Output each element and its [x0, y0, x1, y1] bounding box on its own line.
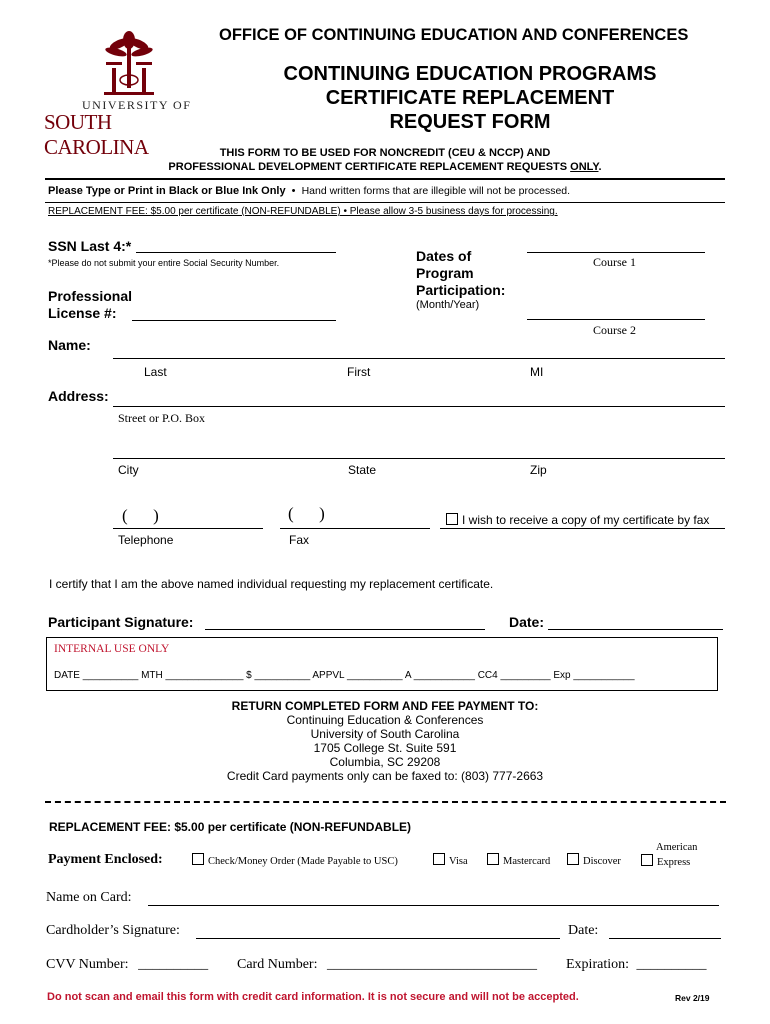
- visa-label: Visa: [449, 856, 468, 867]
- logo-university-of: UNIVERSITY OF: [82, 98, 192, 112]
- name-label: Name:: [48, 337, 91, 353]
- course-2-label: Course 2: [593, 323, 636, 337]
- discover-checkbox[interactable]: [567, 853, 579, 865]
- form-usage-note: [60, 146, 710, 174]
- course-2-field[interactable]: [527, 319, 705, 320]
- usage-note-period: .: [598, 161, 602, 173]
- license-field[interactable]: [132, 320, 336, 321]
- return-line-1: Continuing Education & Conferences: [286, 713, 484, 727]
- cardholder-signature-field[interactable]: [196, 938, 560, 939]
- internal-use-box: [46, 637, 718, 691]
- payment-option-check[interactable]: [192, 853, 398, 867]
- usage-note-line-1: THIS FORM TO BE USED FOR NONCREDIT (CEU & NCCP) AND: [219, 147, 551, 159]
- header-divider: [45, 178, 725, 180]
- expiration-field[interactable]: __________: [636, 957, 707, 972]
- street-field[interactable]: [113, 406, 725, 407]
- cvv-label: CVV Number:: [46, 957, 129, 972]
- dates-label: [416, 248, 505, 299]
- ssn-label: SSN Last 4:*: [48, 238, 132, 254]
- form-title-line-2: CERTIFICATE REPLACEMENT: [325, 87, 615, 109]
- security-warning: Do not scan and email this form with credit card information. It is not secure and will not be accepted.: [47, 991, 579, 1003]
- mastercard-label: Mastercard: [503, 856, 551, 867]
- card-date-field[interactable]: [609, 938, 721, 939]
- discover-label: Discover: [583, 856, 621, 867]
- mastercard-checkbox[interactable]: [487, 853, 499, 865]
- ssn-field[interactable]: [136, 252, 336, 253]
- course-1-field[interactable]: [527, 252, 705, 253]
- payment-enclosed-label: Payment Enclosed:: [48, 852, 163, 867]
- last-name-label: Last: [144, 365, 167, 379]
- internal-use-fields: DATE __________ MTH ______________ $ __________ APPVL __________ A ___________ CC4 _________ Exp ___________: [54, 670, 635, 681]
- ink-instruction-rest: Hand written forms that are illegible will not be processed.: [301, 185, 571, 197]
- telephone-label: Telephone: [118, 533, 174, 547]
- dates-sublabel: (Month/Year): [416, 299, 480, 311]
- form-title: [230, 62, 710, 134]
- payment-option-mastercard[interactable]: [487, 853, 550, 867]
- bullet: •: [291, 185, 296, 197]
- card-number-row: [237, 957, 537, 973]
- return-line-5: Credit Card payments only can be faxed to: (803) 777-2663: [226, 769, 544, 783]
- instruction-divider: [45, 202, 725, 203]
- internal-use-title: INTERNAL USE ONLY: [54, 643, 170, 655]
- name-on-card-label: Name on Card:: [46, 890, 132, 905]
- cvv-row: [46, 957, 208, 973]
- signature-date-label: Date:: [509, 614, 545, 630]
- telephone-field[interactable]: [113, 528, 263, 529]
- return-address: [135, 699, 635, 783]
- usage-note-only: ONLY: [570, 161, 599, 173]
- return-line-4: Columbia, SC 29208: [329, 755, 441, 769]
- signature-field[interactable]: [205, 629, 485, 630]
- telephone-area-code: ( ): [122, 506, 159, 525]
- card-date-label: Date:: [568, 923, 599, 938]
- cvv-field[interactable]: __________: [138, 957, 209, 972]
- state-label: State: [348, 463, 377, 477]
- payment-option-amex[interactable]: [641, 842, 697, 869]
- form-title-line-3: REQUEST FORM: [389, 111, 551, 133]
- dates-label-line-3: Participation:: [416, 282, 506, 298]
- fax-area-code: ( ): [288, 504, 325, 523]
- ink-instruction-bold: Please Type or Print in Black or Blue Ink Only: [48, 185, 286, 197]
- first-name-label: First: [347, 365, 371, 379]
- card-number-field[interactable]: ______________________________: [326, 957, 537, 972]
- dates-label-line-1: Dates of: [416, 248, 472, 264]
- zip-label: Zip: [530, 463, 547, 477]
- office-title: OFFICE OF CONTINUING EDUCATION AND CONFERENCES: [219, 26, 689, 44]
- ink-instruction: [48, 185, 570, 197]
- usc-logo: [44, 30, 219, 159]
- fax-label: Fax: [289, 533, 310, 547]
- palmetto-tree-icon: [100, 30, 158, 100]
- city-state-zip-field[interactable]: [113, 458, 725, 459]
- return-line-3: 1705 College St. Suite 591: [313, 741, 457, 755]
- middle-initial-label: MI: [530, 365, 544, 379]
- certification-statement: I certify that I am the above named individual requesting my replacement certificate.: [49, 577, 494, 591]
- amex-checkbox[interactable]: [641, 854, 653, 866]
- form-title-line-1: CONTINUING EDUCATION PROGRAMS: [283, 63, 657, 85]
- payment-option-discover[interactable]: [567, 853, 621, 867]
- fax-copy-checkbox[interactable]: [446, 513, 458, 525]
- address-label: Address:: [48, 388, 109, 404]
- fax-field[interactable]: [280, 528, 430, 529]
- visa-checkbox[interactable]: [433, 853, 445, 865]
- amex-label-line-1: American: [656, 842, 698, 853]
- expiration-row: [566, 957, 707, 973]
- license-label-line-1: Professional: [48, 288, 133, 304]
- signature-date-field[interactable]: [548, 629, 723, 630]
- payment-divider: [45, 801, 726, 803]
- amex-label-line-2: Express: [657, 857, 691, 868]
- signature-label: Participant Signature:: [48, 614, 194, 630]
- usage-note-line-2: [60, 160, 710, 174]
- expiration-label: Expiration:: [566, 957, 629, 972]
- license-label-line-2: License #:: [48, 305, 117, 321]
- fax-copy-option[interactable]: [446, 513, 709, 527]
- payment-fee: REPLACEMENT FEE: $5.00 per certificate (NON-REFUNDABLE): [49, 820, 412, 834]
- course-1-label: Course 1: [593, 255, 636, 269]
- revision-label: Rev 2/19: [675, 993, 710, 1003]
- payment-option-visa[interactable]: [433, 853, 468, 867]
- street-label: Street or P.O. Box: [118, 411, 205, 425]
- name-field[interactable]: [113, 358, 725, 359]
- check-checkbox[interactable]: [192, 853, 204, 865]
- ssn-note: *Please do not submit your entire Social Security Number.: [48, 258, 280, 268]
- card-number-label: Card Number:: [237, 957, 318, 972]
- return-line-2: University of South Carolina: [310, 727, 460, 741]
- license-label: [48, 288, 132, 322]
- cardholder-signature-label: Cardholder’s Signature:: [46, 923, 180, 938]
- usage-note-text: PROFESSIONAL DEVELOPMENT CERTIFICATE REPLACEMENT REQUESTS: [168, 161, 568, 173]
- fax-option-divider: [440, 528, 725, 529]
- dates-label-line-2: Program: [416, 265, 474, 281]
- return-heading: RETURN COMPLETED FORM AND FEE PAYMENT TO:: [231, 699, 539, 713]
- check-label: Check/Money Order (Made Payable to USC): [208, 856, 398, 867]
- fax-copy-label: I wish to receive a copy of my certificate by fax: [462, 513, 710, 527]
- fee-instruction: REPLACEMENT FEE: $5.00 per certificate (NON-REFUNDABLE) • Please allow 3-5 business days for processing.: [48, 206, 558, 217]
- city-label: City: [118, 463, 139, 477]
- logo-south-carolina: SOUTH CAROLINA: [44, 110, 149, 159]
- name-on-card-field[interactable]: [148, 905, 719, 906]
